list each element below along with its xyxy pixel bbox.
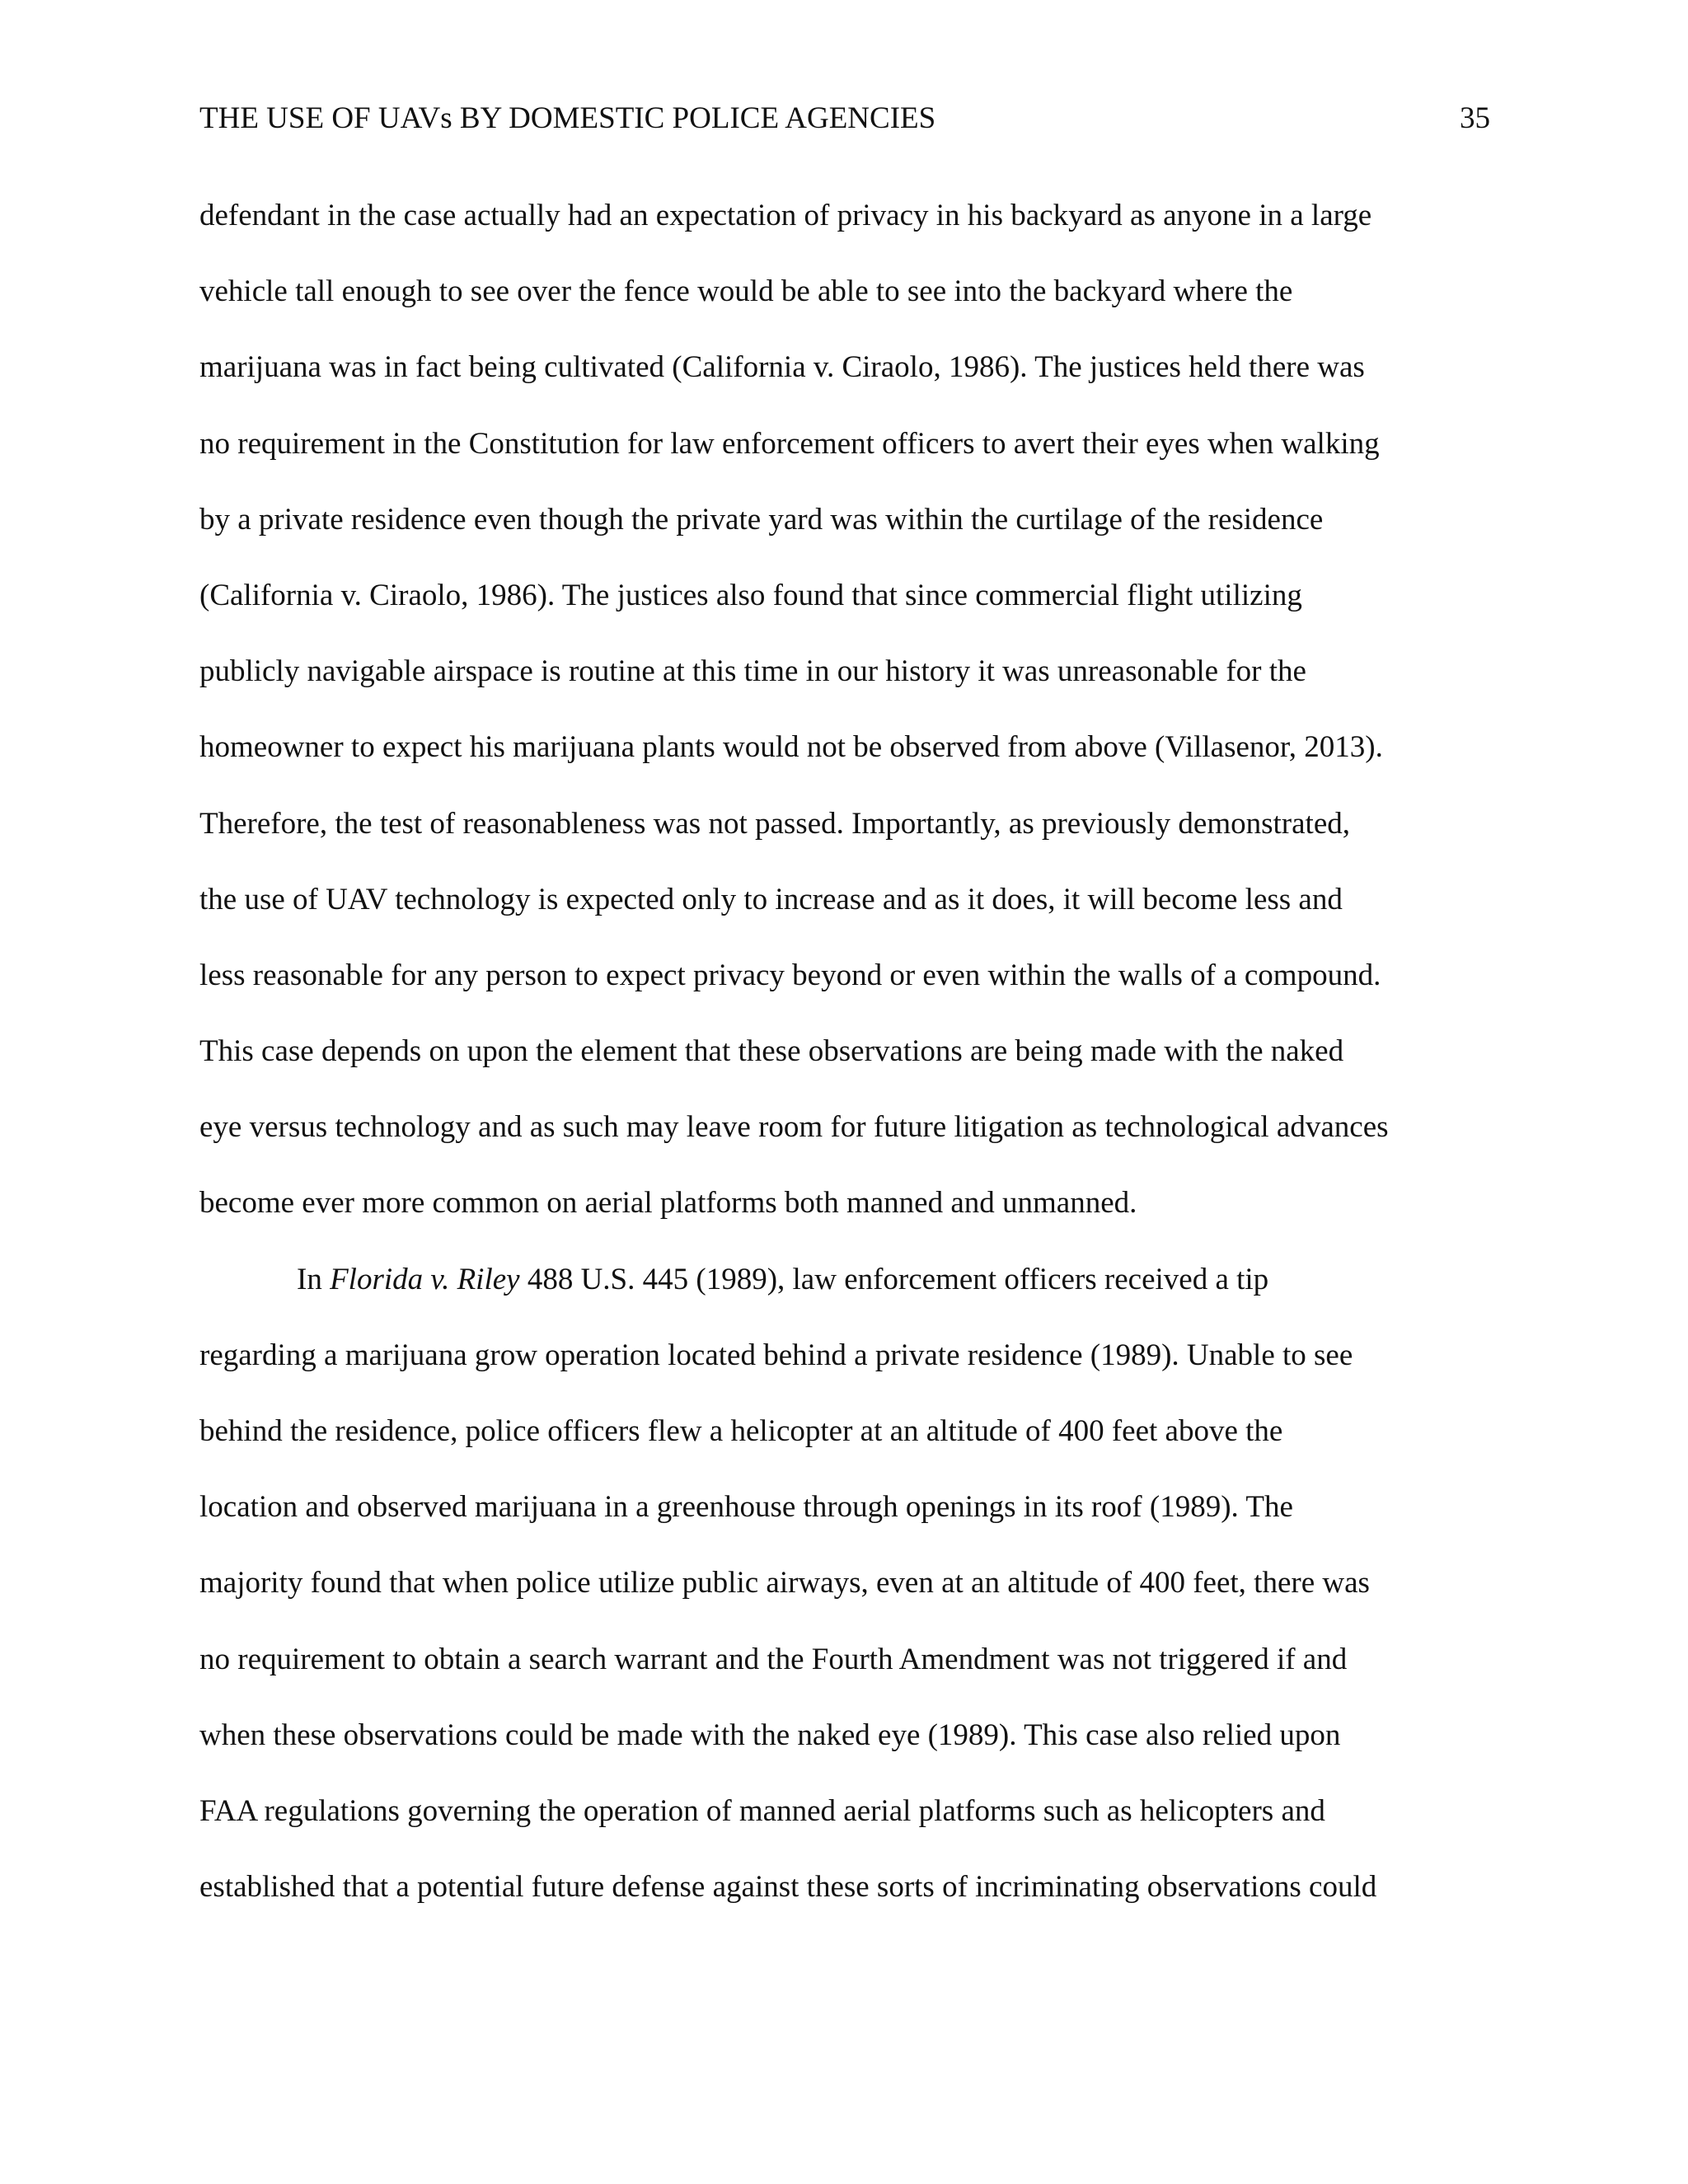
text-line: Therefore, the test of reasonableness was not passed. Importantly, as previously demonstrated, — [199, 806, 1350, 841]
paragraph-riley — [199, 1255, 1490, 1939]
text-line: location and observed marijuana in a greenhouse through openings in its roof (1989). The — [199, 1490, 1293, 1525]
text-run: 488 U.S. 445 (1989), law enforcement officers received a tip — [519, 1262, 1269, 1296]
text-line: homeowner to expect his marijuana plants would not be observed from above (Villasenor, 2013). — [199, 730, 1383, 765]
text-line: become ever more common on aerial platforms both manned and unmanned. — [199, 1186, 1137, 1221]
text-line: no requirement in the Constitution for law enforcement officers to avert their eyes when walking — [199, 426, 1380, 461]
text-line: defendant in the case actually had an expectation of privacy in his backyard as anyone in a large — [199, 199, 1372, 232]
text-line: established that a potential future defense against these sorts of incriminating observations could — [199, 1870, 1377, 1905]
text-line: eye versus technology and as such may leave room for future litigation as technological advances — [199, 1110, 1389, 1145]
text-line: marijuana was in fact being cultivated (California v. Ciraolo, 1986). The justices held there was — [199, 350, 1365, 385]
text-run: In — [297, 1262, 331, 1296]
page-number: 35 — [1460, 101, 1490, 135]
running-head — [199, 97, 1490, 140]
paragraph-ciraolo — [199, 191, 1490, 1255]
running-head-title: THE USE OF UAVs BY DOMESTIC POLICE AGENCIES — [199, 101, 936, 135]
text-line: FAA regulations governing the operation of manned aerial platforms such as helicopters and — [199, 1793, 1325, 1828]
text-line: vehicle tall enough to see over the fence would be able to see into the backyard where the — [199, 274, 1293, 309]
text-line: the use of UAV technology is expected only to increase and as it does, it will become less and — [199, 882, 1343, 916]
text-line-first — [199, 1255, 1490, 1331]
case-citation: Florida v. Riley — [330, 1262, 520, 1296]
text-line: regarding a marijuana grow operation located behind a private residence (1989). Unable to see — [199, 1338, 1353, 1372]
text-line: (California v. Ciraolo, 1986). The justices also found that since commercial flight utilizing — [199, 578, 1302, 612]
text-line: by a private residence even though the private yard was within the curtilage of the residence — [199, 502, 1324, 537]
text-line: less reasonable for any person to expect privacy beyond or even within the walls of a compound. — [199, 958, 1381, 992]
text-line: publicly navigable airspace is routine at this time in our history it was unreasonable for the — [199, 654, 1306, 689]
text-line: majority found that when police utilize public airways, even at an altitude of 400 feet, there was — [199, 1566, 1370, 1601]
text-line: when these observations could be made with the naked eye (1989). This case also relied upon — [199, 1718, 1341, 1752]
body-text — [199, 191, 1490, 1938]
text-line: no requirement to obtain a search warrant and the Fourth Amendment was not triggered if and — [199, 1642, 1348, 1676]
text-line: behind the residence, police officers flew a helicopter at an altitude of 400 feet above the — [199, 1414, 1283, 1448]
text-line: This case depends on upon the element that these observations are being made with the naked — [199, 1034, 1344, 1069]
